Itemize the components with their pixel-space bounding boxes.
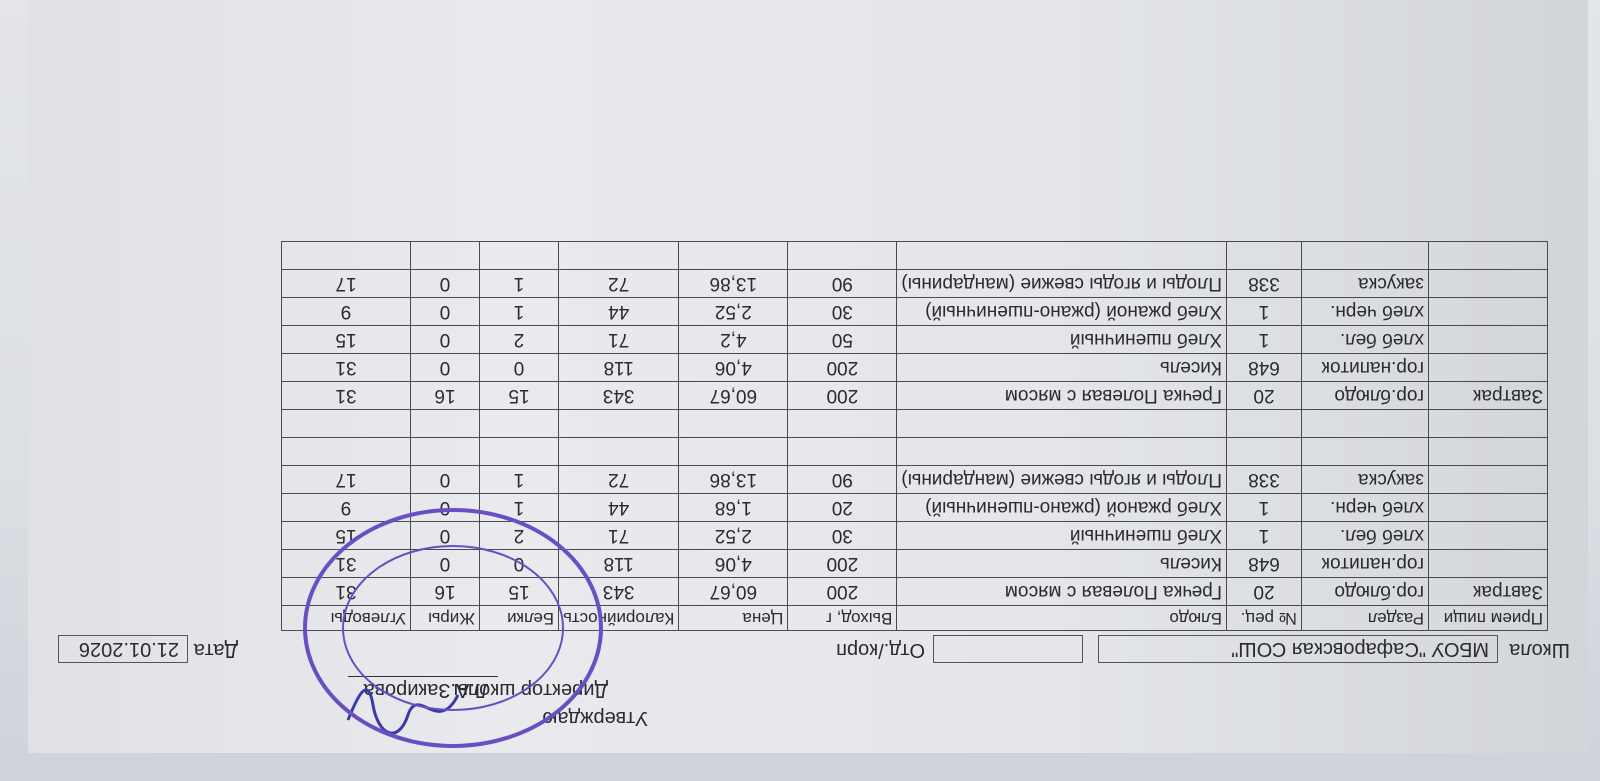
table-cell: 71 bbox=[558, 522, 678, 550]
table-cell: 1 bbox=[479, 298, 558, 326]
column-header: Блюдо bbox=[897, 606, 1227, 631]
table-cell: 20 bbox=[1227, 382, 1302, 410]
table-cell: хлеб черн. bbox=[1302, 298, 1429, 326]
table-cell: 31 bbox=[281, 578, 410, 606]
column-header: Цена bbox=[679, 606, 788, 631]
table-cell bbox=[1429, 522, 1548, 550]
table-cell: 200 bbox=[788, 578, 897, 606]
table-cell: 31 bbox=[281, 354, 410, 382]
table-cell: 16 bbox=[410, 382, 479, 410]
table-row bbox=[281, 326, 1547, 354]
table-cell: 17 bbox=[281, 270, 410, 298]
table-cell bbox=[788, 242, 897, 270]
table-cell: гор.напиток bbox=[1302, 354, 1429, 382]
table-cell: гор.напиток bbox=[1302, 550, 1429, 578]
table-cell bbox=[1302, 438, 1429, 466]
table-cell: 648 bbox=[1227, 550, 1302, 578]
table-row bbox=[281, 298, 1547, 326]
director-label: Директор школы bbox=[453, 679, 608, 701]
date-label: Дата bbox=[193, 639, 238, 661]
table-cell bbox=[1429, 242, 1548, 270]
column-header: Прием пищи bbox=[1429, 606, 1548, 631]
table-cell: 44 bbox=[558, 494, 678, 522]
table-cell: 0 bbox=[410, 326, 479, 354]
table-cell bbox=[1429, 270, 1548, 298]
approval-title: Утверждаю bbox=[542, 707, 648, 729]
table-cell: 71 bbox=[558, 326, 678, 354]
table-cell: 118 bbox=[558, 354, 678, 382]
column-header: Раздел bbox=[1302, 606, 1429, 631]
table-cell bbox=[788, 410, 897, 438]
table-cell: 13,86 bbox=[679, 270, 788, 298]
table-cell bbox=[1227, 410, 1302, 438]
table-cell: 30 bbox=[788, 298, 897, 326]
table-cell: хлеб черн. bbox=[1302, 494, 1429, 522]
table-cell bbox=[679, 410, 788, 438]
table-cell bbox=[410, 242, 479, 270]
table-cell: 1 bbox=[479, 270, 558, 298]
table-cell: 648 bbox=[1227, 354, 1302, 382]
table-cell: 2,52 bbox=[679, 522, 788, 550]
dept-field bbox=[933, 635, 1083, 663]
table-row bbox=[281, 270, 1547, 298]
date-field: 21.01.2026 bbox=[58, 635, 188, 663]
table-cell: 200 bbox=[788, 354, 897, 382]
table-row bbox=[281, 354, 1547, 382]
school-field: МБОУ "Сафаровская СОШ" bbox=[1098, 635, 1498, 663]
table-cell: Плоды и ягоды свежие (мандарины) bbox=[897, 270, 1227, 298]
table-cell: 4,06 bbox=[679, 354, 788, 382]
table-cell: 50 bbox=[788, 326, 897, 354]
table-cell: 20 bbox=[788, 494, 897, 522]
table-cell bbox=[1429, 326, 1548, 354]
table-cell: 1 bbox=[479, 466, 558, 494]
table-cell: 0 bbox=[479, 354, 558, 382]
table-cell: 13,86 bbox=[679, 466, 788, 494]
table-cell bbox=[1429, 410, 1548, 438]
table-cell: 200 bbox=[788, 550, 897, 578]
table-cell bbox=[1429, 298, 1548, 326]
table-cell: 30 bbox=[788, 522, 897, 550]
table-cell: 0 bbox=[410, 270, 479, 298]
table-cell: 9 bbox=[281, 494, 410, 522]
table-cell bbox=[479, 410, 558, 438]
table-cell bbox=[281, 242, 410, 270]
table-cell: Хлеб ржаной (ржано-пшеничный) bbox=[897, 494, 1227, 522]
table-cell: хлеб бел. bbox=[1302, 326, 1429, 354]
table-cell: 343 bbox=[558, 382, 678, 410]
table-cell: Завтрак bbox=[1429, 578, 1548, 606]
table-cell: 90 bbox=[788, 466, 897, 494]
table-cell bbox=[410, 410, 479, 438]
table-cell bbox=[410, 438, 479, 466]
table-cell bbox=[1429, 466, 1548, 494]
table-cell: гор.блюдо bbox=[1302, 382, 1429, 410]
table-cell bbox=[281, 438, 410, 466]
table-cell: 44 bbox=[558, 298, 678, 326]
table-cell: Хлеб пшеничный bbox=[897, 326, 1227, 354]
table-cell: 9 bbox=[281, 298, 410, 326]
table-cell: Кисель bbox=[897, 354, 1227, 382]
table-row bbox=[281, 466, 1547, 494]
table-cell bbox=[558, 242, 678, 270]
table-cell bbox=[679, 242, 788, 270]
table-cell bbox=[1302, 410, 1429, 438]
table-cell: 31 bbox=[281, 382, 410, 410]
column-header: Белки bbox=[479, 606, 558, 631]
table-cell: 15 bbox=[479, 578, 558, 606]
paper bbox=[28, 0, 1588, 753]
table-cell: 0 bbox=[410, 354, 479, 382]
table-cell: 15 bbox=[281, 522, 410, 550]
table-cell: 200 bbox=[788, 382, 897, 410]
table-cell: Хлеб пшеничный bbox=[897, 522, 1227, 550]
table-cell: Плоды и ягоды свежие (мандарины) bbox=[897, 466, 1227, 494]
table-cell: закуска bbox=[1302, 466, 1429, 494]
table-cell: 60,67 bbox=[679, 578, 788, 606]
table-cell: хлеб бел. bbox=[1302, 522, 1429, 550]
table-cell: гор.блюдо bbox=[1302, 578, 1429, 606]
table-cell bbox=[1429, 494, 1548, 522]
table-cell: 343 bbox=[558, 578, 678, 606]
table-cell: 0 bbox=[410, 522, 479, 550]
dept-label: Отд./корп bbox=[836, 639, 925, 661]
table-cell: 0 bbox=[410, 298, 479, 326]
table-cell: 20 bbox=[1227, 578, 1302, 606]
table-cell: 1 bbox=[1227, 522, 1302, 550]
table-cell: 2 bbox=[479, 522, 558, 550]
table-cell: Гречка Полевая с мясом bbox=[897, 578, 1227, 606]
column-header: Выход, г bbox=[788, 606, 897, 631]
table-cell: 1 bbox=[479, 494, 558, 522]
table-cell: 338 bbox=[1227, 466, 1302, 494]
table-cell: 338 bbox=[1227, 270, 1302, 298]
table-cell: 17 bbox=[281, 466, 410, 494]
table-cell: 118 bbox=[558, 550, 678, 578]
table-cell: Гречка Полевая с мясом bbox=[897, 382, 1227, 410]
table-row bbox=[281, 242, 1547, 270]
table-cell bbox=[679, 438, 788, 466]
table-cell: Кисель bbox=[897, 550, 1227, 578]
table-cell bbox=[1227, 438, 1302, 466]
table-cell: Хлеб ржаной (ржано-пшеничный) bbox=[897, 298, 1227, 326]
table-cell bbox=[897, 242, 1227, 270]
table-row bbox=[281, 438, 1547, 466]
table-cell bbox=[1302, 242, 1429, 270]
stamp-seal bbox=[298, 503, 608, 753]
table-cell: 0 bbox=[479, 550, 558, 578]
table-cell: 2 bbox=[479, 326, 558, 354]
table-cell: 2,52 bbox=[679, 298, 788, 326]
table-cell bbox=[1429, 550, 1548, 578]
table-cell: Завтрак bbox=[1429, 382, 1548, 410]
table-cell bbox=[479, 242, 558, 270]
table-cell bbox=[1227, 242, 1302, 270]
table-cell bbox=[788, 438, 897, 466]
table-cell bbox=[1429, 438, 1548, 466]
school-label: Школа bbox=[1509, 639, 1570, 661]
table-cell bbox=[1429, 354, 1548, 382]
table-cell: 4,2 bbox=[679, 326, 788, 354]
table-cell: 1 bbox=[1227, 298, 1302, 326]
director-name: Л.А.Закирова bbox=[363, 679, 488, 701]
table-cell: 72 bbox=[558, 270, 678, 298]
table-cell bbox=[558, 410, 678, 438]
table-cell: закуска bbox=[1302, 270, 1429, 298]
table-cell: 1 bbox=[1227, 494, 1302, 522]
table-cell: 16 bbox=[410, 578, 479, 606]
table-cell: 60,67 bbox=[679, 382, 788, 410]
table-cell bbox=[479, 438, 558, 466]
table-cell: 0 bbox=[410, 494, 479, 522]
column-header: Углеводы bbox=[281, 606, 410, 631]
table-cell: 1,68 bbox=[679, 494, 788, 522]
table-cell: 0 bbox=[410, 466, 479, 494]
table-cell: 15 bbox=[479, 382, 558, 410]
table-cell: 31 bbox=[281, 550, 410, 578]
table-cell bbox=[558, 438, 678, 466]
table-cell bbox=[897, 438, 1227, 466]
table-cell: 72 bbox=[558, 466, 678, 494]
table-cell: 90 bbox=[788, 270, 897, 298]
column-header: Жиры bbox=[410, 606, 479, 631]
column-header: № рец. bbox=[1227, 606, 1302, 631]
table-cell bbox=[281, 410, 410, 438]
table-row bbox=[281, 382, 1547, 410]
column-header: Калорийность bbox=[558, 606, 678, 631]
table-cell: 0 bbox=[410, 550, 479, 578]
table-row bbox=[281, 410, 1547, 438]
table-cell: 4,06 bbox=[679, 550, 788, 578]
table-cell: 15 bbox=[281, 326, 410, 354]
table-cell bbox=[897, 410, 1227, 438]
table-cell: 1 bbox=[1227, 326, 1302, 354]
